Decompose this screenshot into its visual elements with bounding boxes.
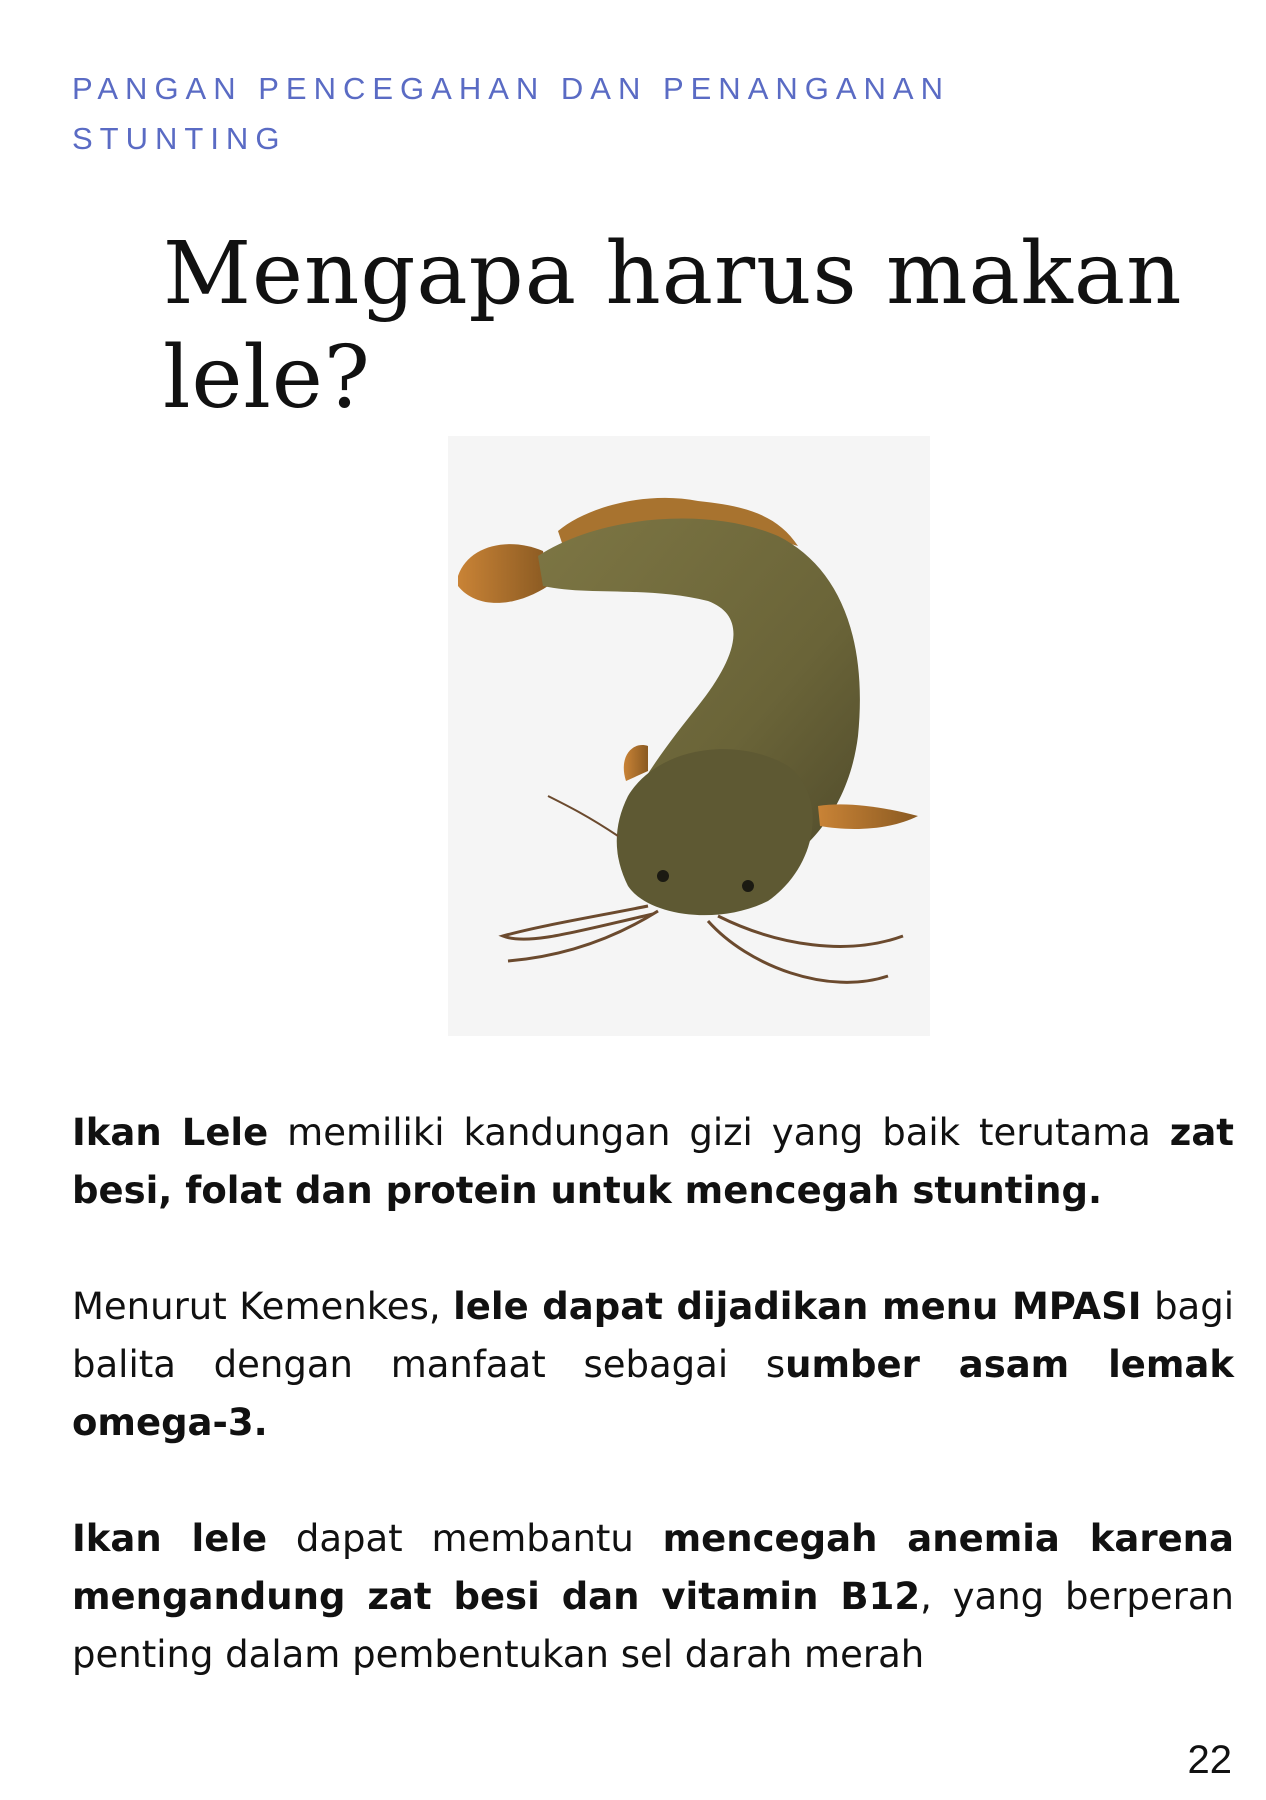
paragraph-kemenkes bbox=[72, 1278, 1234, 1452]
running-header bbox=[72, 64, 1072, 164]
paragraph-anemia-text-1: dapat membantu bbox=[267, 1517, 663, 1560]
paragraph-nutrition-bold-1: Ikan Lele bbox=[72, 1111, 269, 1154]
paragraph-anemia bbox=[72, 1510, 1234, 1684]
paragraph-kemenkes-bold-2: umber asam lemak omega-3. bbox=[72, 1343, 1234, 1444]
eye-left bbox=[657, 870, 669, 882]
page-number: 22 bbox=[1187, 1738, 1232, 1782]
running-header-line-1: PANGAN PENCEGAHAN DAN PENANGANAN bbox=[72, 71, 950, 106]
paragraph-kemenkes-bold-1: lele dapat dijadikan menu MPASI bbox=[453, 1285, 1142, 1328]
catfish-illustration bbox=[448, 436, 930, 1036]
eye-right bbox=[742, 880, 754, 892]
running-header-line-2: STUNTING bbox=[72, 121, 287, 156]
paragraph-kemenkes-text-2: bagi balita dengan manfaat sebagai s bbox=[72, 1285, 1234, 1386]
catfish-photo bbox=[448, 436, 930, 1036]
paragraph-nutrition-bold-2: zat besi, folat dan protein untuk mencegah stunting. bbox=[72, 1111, 1234, 1212]
paragraph-anemia-bold-2: mencegah anemia karena mengandung zat besi dan vitamin B12 bbox=[72, 1517, 1234, 1618]
paragraph-kemenkes-text-1: Menurut Kemenkes, bbox=[72, 1285, 454, 1328]
page-title-line-2: lele? bbox=[163, 328, 371, 428]
paragraph-nutrition-text-1: memiliki kandungan gizi yang baik terutama bbox=[268, 1111, 1170, 1154]
page-title bbox=[163, 222, 1183, 430]
paragraph-anemia-bold-1: Ikan lele bbox=[72, 1517, 268, 1560]
paragraph-anemia-text-2: , yang berperan penting dalam pembentukan sel darah merah bbox=[72, 1575, 1234, 1676]
page-title-line-1: Mengapa harus makan bbox=[163, 224, 1183, 324]
body-text bbox=[72, 1104, 1234, 1742]
paragraph-nutrition bbox=[72, 1104, 1234, 1220]
